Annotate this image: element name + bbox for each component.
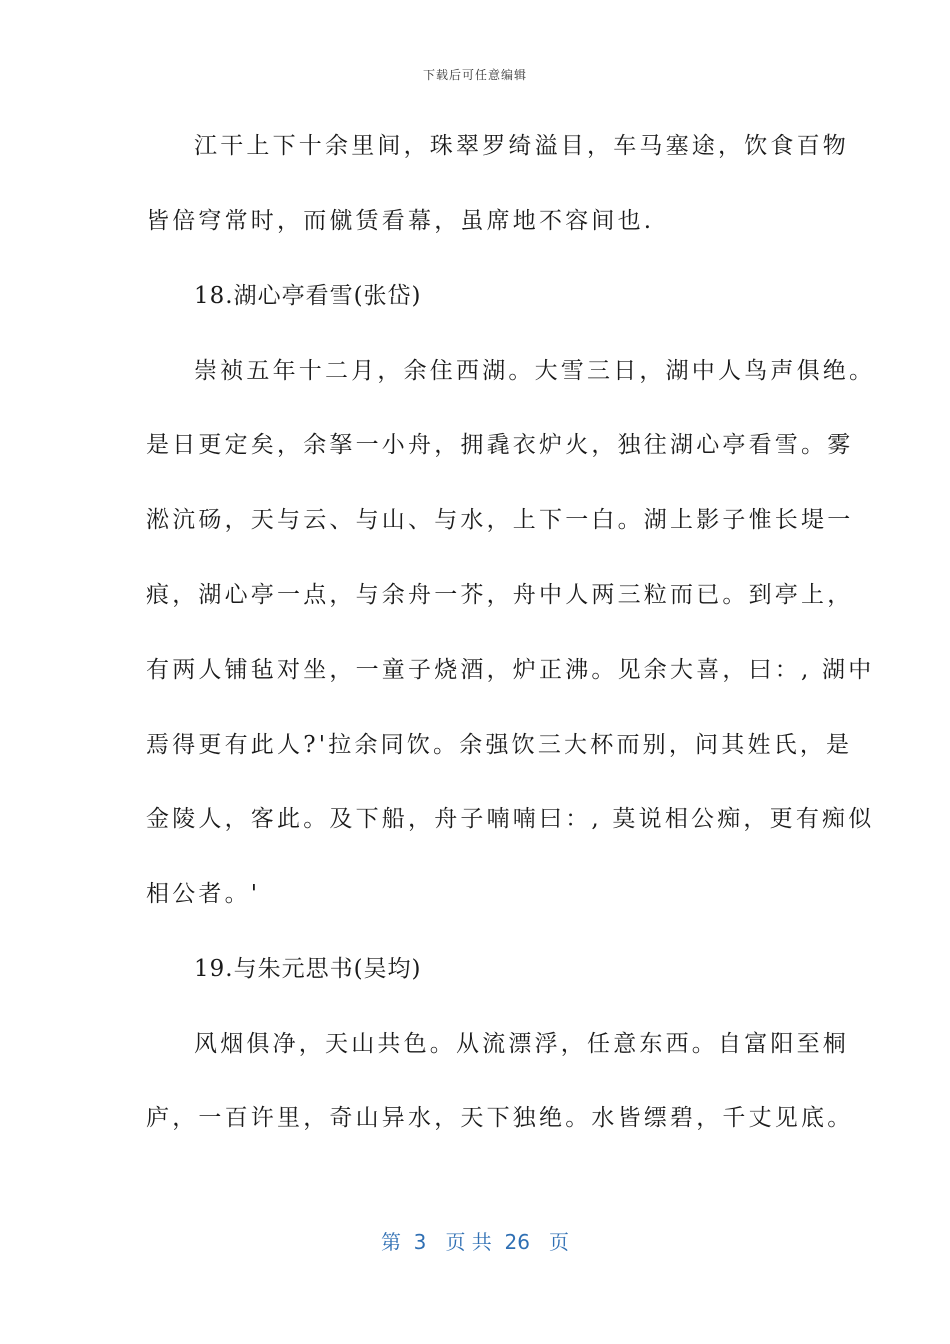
section-heading: 18.湖心亭看雪(张岱)	[194, 283, 422, 309]
text-line: 风烟俱净，天山共色。从流漂浮，任意东西。自富阳至桐	[194, 1031, 849, 1057]
text-line: 庐，一百许里，奇山异水，天下独绝。水皆缥碧，千丈见底。	[146, 1105, 854, 1131]
section-heading: 19.与朱元思书(吴均)	[194, 956, 422, 982]
text-line: 江干上下十余里间，珠翠罗绮溢目，车马塞途，饮食百物	[194, 133, 849, 159]
text-line: 有两人铺毡对坐，一童子烧酒，炉正沸。见余大喜，曰：, 湖中	[146, 657, 875, 683]
text-line: 相公者。'	[146, 881, 261, 907]
text-line: 皆倍穹常时，而僦赁看幕，虽席地不容间也.	[146, 208, 655, 234]
text-line: 金陵人，客此。及下船，舟子喃喃曰：, 莫说相公痴，更有痴似	[146, 806, 875, 832]
text-line: 是日更定矣，余拏一小舟，拥毳衣炉火，独往湖心亭看雪。雾	[146, 432, 854, 458]
text-line: 痕，湖心亭一点，与余舟一芥，舟中人两三粒而已。到亭上，	[146, 582, 854, 608]
text-line: 崇祯五年十二月，余住西湖。大雪三日，湖中人鸟声俱绝。	[194, 358, 876, 384]
text-line: 焉得更有此人?'拉余同饮。余强饮三大杯而别，问其姓氏，是	[146, 732, 853, 758]
text-line: 淞沆砀，天与云、与山、与水，上下一白。湖上影子惟长堤一	[146, 507, 854, 533]
page-footer: 第 3 页 共 26 页	[380, 1230, 570, 1254]
page-header: 下载后可任意编辑	[422, 68, 527, 82]
